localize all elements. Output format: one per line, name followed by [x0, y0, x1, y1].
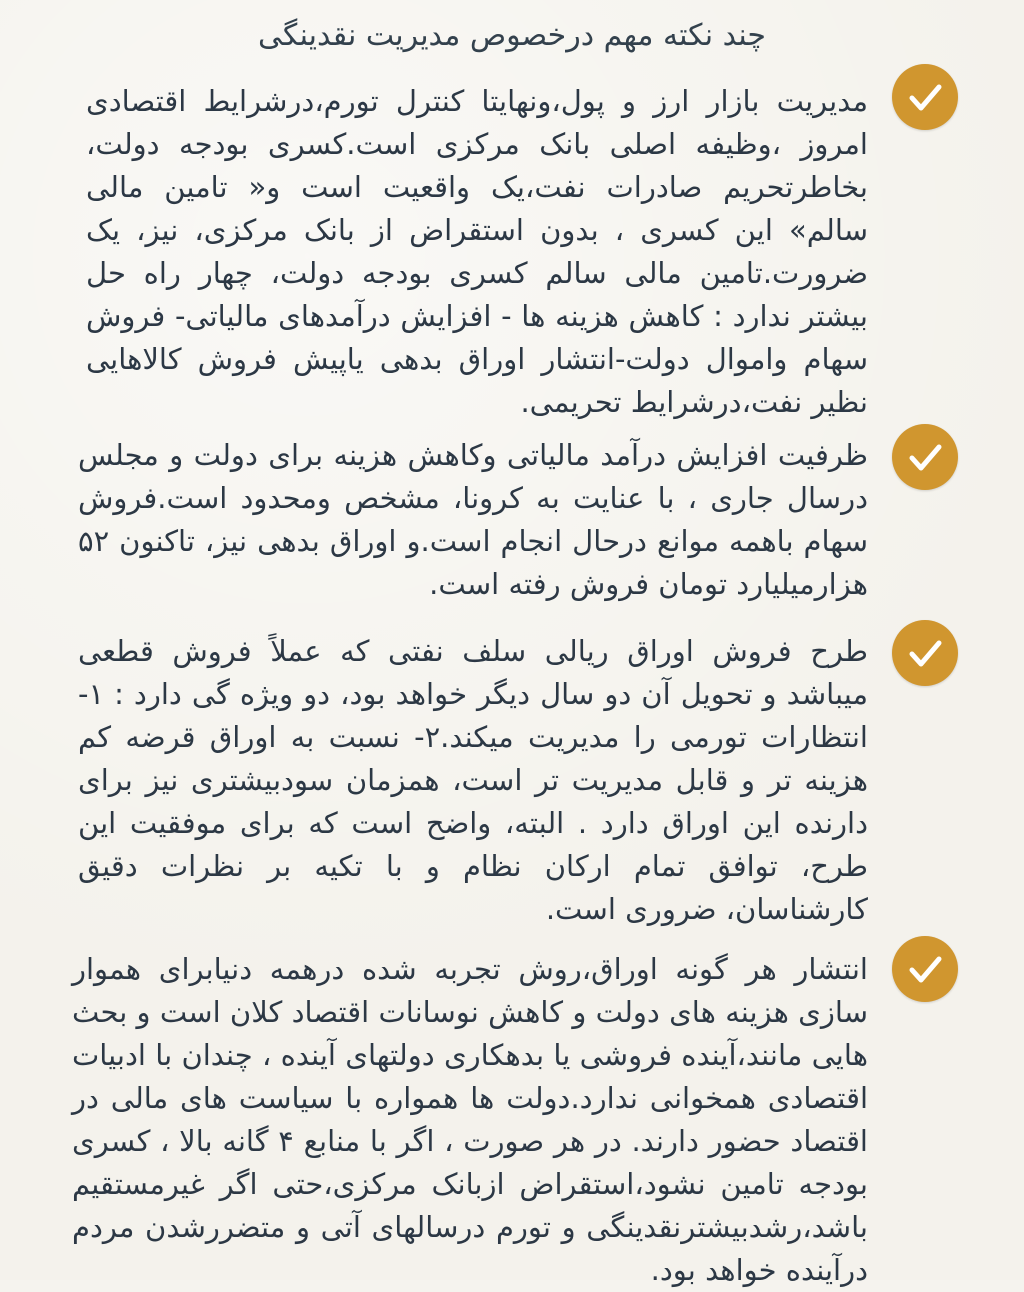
paragraph-text: طرح فروش اوراق ریالی سلف نفتی که عملاً فروش قطعی میباشد و تحویل آن دو سال دیگر خواهد بود، دو ویژه گی دارد : ۱- انتظارات تورمی را مدیریت میکند.۲- نسبت به اوراق قرضه کم هزینه تر و قابل مدیریت تر است، همزمان سودبیشتری نیز برای دارنده این اوراق دارد . البته، واضح است که برای موفقیت این طرح، توافق تمام ارکان نظام و با تکیه بر نظرات دقیق کارشناسان، ضروری است.: [78, 634, 868, 926]
paragraph-text: ظرفیت افزایش درآمد مالیاتی وکاهش هزینه برای دولت و مجلس درسال جاری ، با عنایت به کرونا، مشخص ومحدود است.فروش سهام باهمه موانع درحال انجام است.و اوراق بدهی نیز، تاکنون ۵۲ هزارمیلیارد تومان فروش رفته است.: [78, 438, 868, 601]
checkmark-circle-icon: [892, 620, 958, 686]
checkmark-circle-icon: [892, 424, 958, 490]
paragraph-text: انتشار هر گونه اوراق،روش تجربه شده درهمه دنیابرای هموار سازی هزینه های دولت و کاهش نوسانات اقتصاد کلان است و بحث هایی مانند،آینده فروشی یا بدهکاری دولتهای آینده ، چندان با ادبیات اقتصادی همخوانی ندارد.دولت ها همواره با سیاست های مالی در اقتصاد حضور دارند. در هر صورت ، اگر با منابع ۴ گانه بالا ، کسری بودجه تامین نشود،استقراض ازبانک مرکزی،حتی اگر غیرمستقیم باشد،رشدبیشترنقدینگی و تورم درسالهای آتی و متضررشدن مردم درآینده خواهد بود.: [72, 952, 868, 1287]
list-item: [60, 62, 1020, 422]
list-item: [60, 934, 1020, 1287]
checkmark-circle-icon: [892, 64, 958, 130]
page-title: چند نکته مهم درخصوص مدیریت نقدینگی: [258, 18, 766, 53]
list-item: [60, 618, 1020, 928]
paragraph-text: مدیریت بازار ارز و پول،ونهایتا کنترل تورم،درشرایط اقتصادی امروز ،وظیفه اصلی بانک مرکزی است.کسری بودجه دولت، بخاطرتحریم صادرات نفت،یک واقعیت است و« تامین مالی سالم» این کسری ، بدون استقراض از بانک مرکزی، نیز، یک ضرورت.تامین مالی سالم کسری بودجه دولت، چهار راه حل بیشتر ندارد : کاهش هزینه ها - افزایش درآمدهای مالیاتی- فروش سهام واموال دولت-انتشار اوراق بدهی یاپیش فروش کالاهایی نظیر نفت،درشرایط تحریمی.: [86, 84, 868, 419]
checkmark-circle-icon: [892, 936, 958, 1002]
list-item: [60, 422, 1020, 612]
